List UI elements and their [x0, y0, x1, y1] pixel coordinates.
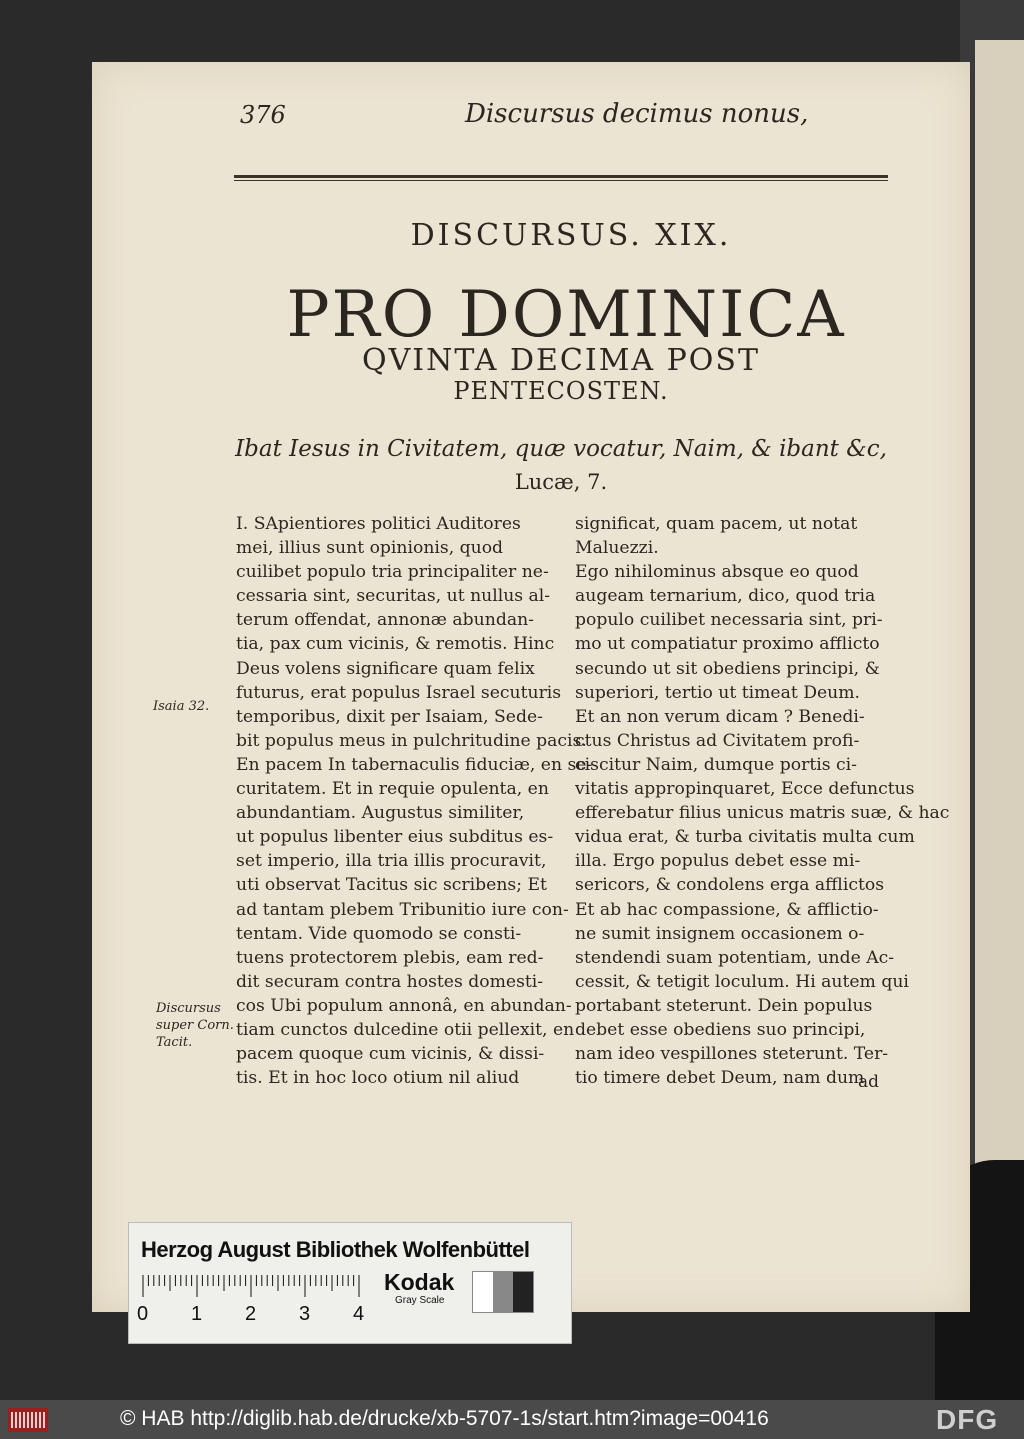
- header-rule: [234, 175, 888, 178]
- text-line: cessit, & tetigit loculum. Hi autem qui: [575, 971, 909, 992]
- running-title: Discursus decimus nonus,: [465, 99, 809, 129]
- ruler-number: 2: [245, 1303, 257, 1325]
- text-line: tia, pax cum vicinis, & remotis. Hinc: [236, 634, 555, 655]
- scripture-quote: Ibat Iesus in Civitatem, quæ vocatur, Naim, & ibant &c,: [235, 436, 887, 462]
- text-line: futurus, erat populus Israel secuturis: [236, 682, 562, 703]
- ruler-number: 0: [137, 1303, 149, 1325]
- discourse-number: DISCURSUS. XIX.: [410, 218, 732, 253]
- copyright-url: © HAB http://diglib.hab.de/drucke/xb-5707-1s/start.htm?image=00416: [120, 1407, 769, 1430]
- measurement-ruler: [141, 1275, 366, 1297]
- text-line: significat, quam pacem, ut notat: [575, 514, 858, 534]
- text-line: Maluezzi.: [575, 538, 659, 559]
- text-line: mei, illius sunt opinionis, quod: [236, 538, 504, 559]
- text-line: ut populus libenter eius subditus es-: [236, 827, 554, 848]
- text-line: abundantiam. Augustus similiter,: [236, 803, 525, 824]
- text-line: curitatem. Et in requie opulenta, en: [236, 779, 549, 800]
- text-line: tentam. Vide quomodo se consti-: [236, 923, 522, 944]
- text-line: superiori, tertio ut timeat Deum.: [575, 682, 860, 703]
- text-line: tuens protectorem plebis, eam red-: [236, 947, 544, 968]
- text-line: Et ab hac compassione, & afflictio-: [575, 899, 879, 920]
- text-line: cuilibet populo tria principaliter ne-: [236, 562, 549, 583]
- text-line: portabant steterunt. Dein populus: [575, 995, 873, 1016]
- text-line: Et an non verum dicam ? Benedi-: [575, 706, 865, 727]
- text-line: ne sumit insignem occasionem o-: [575, 923, 865, 944]
- main-title: PRO DOMINICA: [286, 278, 846, 352]
- text-line: nam ideo vespillones steterunt. Ter-: [575, 1044, 889, 1065]
- text-line: uti observat Tacitus sic scribens; Et: [236, 875, 547, 896]
- hab-logo-icon: [8, 1408, 48, 1432]
- ruler-number: 1: [191, 1303, 203, 1325]
- text-line: Ego nihilominus absque eo quod: [575, 562, 859, 583]
- margin-note-tacitus: [156, 1000, 236, 1051]
- dfg-logo: DFG: [936, 1404, 999, 1435]
- text-line: cos Ubi populum annonâ, en abundan-: [236, 995, 572, 1016]
- text-line: ctus Christus ad Civitatem profi-: [575, 730, 860, 751]
- subtitle-line-2: PENTECOSTEN.: [453, 377, 669, 405]
- text-line: dit securam contra hostes domesti-: [236, 971, 544, 992]
- margin-note-line: Discursus: [156, 1001, 221, 1016]
- right-text-column: [575, 512, 950, 1089]
- text-line: cessaria sint, securitas, ut nullus al-: [236, 586, 551, 607]
- text-line: En pacem In tabernaculis fiduciæ, en se-: [236, 754, 593, 775]
- text-line: tiam cunctos dulcedine otii pellexit, en: [236, 1019, 575, 1040]
- margin-note-line: super Corn.: [156, 1018, 234, 1033]
- margin-note-isaiah: Isaia 32.: [153, 699, 210, 714]
- text-line: pacem quoque cum vicinis, & dissi-: [236, 1044, 545, 1065]
- margin-note-line: Tacit.: [156, 1035, 193, 1050]
- text-line: illa. Ergo populus debet esse mi-: [575, 851, 861, 872]
- ruler-number: 3: [299, 1303, 311, 1325]
- text-line: efferebatur filius unicus matris suæ, & hac: [575, 803, 950, 824]
- text-line: terum offendat, annonæ abundan-: [236, 610, 534, 631]
- library-name: Herzog August Bibliothek Wolfenbüttel: [141, 1237, 530, 1262]
- text-line: vidua erat, & turba civitatis multa cum: [575, 827, 915, 848]
- text-line: stendendi suam potentiam, unde Ac-: [575, 947, 895, 968]
- ruler-numbers: [137, 1303, 387, 1327]
- text-line: mo ut compatiatur proximo afflicto: [575, 634, 880, 655]
- text-line: ad tantam plebem Tribunitio iure con-: [236, 899, 569, 920]
- text-line: populo cuilibet necessaria sint, pri-: [575, 610, 883, 631]
- text-line: ciscitur Naim, dumque portis ci-: [575, 754, 857, 775]
- text-line: I. SApientiores politici Auditores: [236, 514, 521, 534]
- kodak-logo: Kodak: [384, 1269, 455, 1295]
- viewer-footer: [0, 1400, 1024, 1439]
- gray-scale-strip: [472, 1271, 534, 1313]
- scripture-reference: Lucæ, 7.: [514, 470, 608, 494]
- text-line: debet esse obediens suo principi,: [575, 1019, 866, 1040]
- catchword: ad: [858, 1072, 880, 1092]
- text-line: vitatis appropinquaret, Ecce defunctus: [575, 779, 915, 800]
- library-scale-card: [128, 1222, 572, 1344]
- page-number: 376: [240, 101, 286, 129]
- text-line: sericors, & condolens erga afflictos: [575, 875, 885, 896]
- text-line: tio timere debet Deum, nam dum: [575, 1068, 865, 1089]
- gray-scale-label: Gray Scale: [395, 1295, 445, 1306]
- ruler-number: 4: [353, 1303, 365, 1325]
- subtitle-line-1: QVINTA DECIMA POST: [362, 343, 760, 378]
- text-line: set imperio, illa tria illis procuravit,: [236, 851, 547, 872]
- text-line: tis. Et in hoc loco otium nil aliud: [236, 1068, 520, 1089]
- text-line: bit populus meus in pulchritudine pacis.: [236, 730, 587, 751]
- page-header: [240, 97, 900, 137]
- text-line: temporibus, dixit per Isaiam, Sede-: [236, 706, 543, 727]
- text-line: Deus volens significare quam felix: [236, 658, 535, 679]
- text-line: augeam ternarium, dico, quod tria: [575, 586, 876, 607]
- text-line: secundo ut sit obediens principi, &: [575, 658, 880, 679]
- left-text-column: [236, 512, 593, 1089]
- header-rule-thin: [234, 180, 888, 181]
